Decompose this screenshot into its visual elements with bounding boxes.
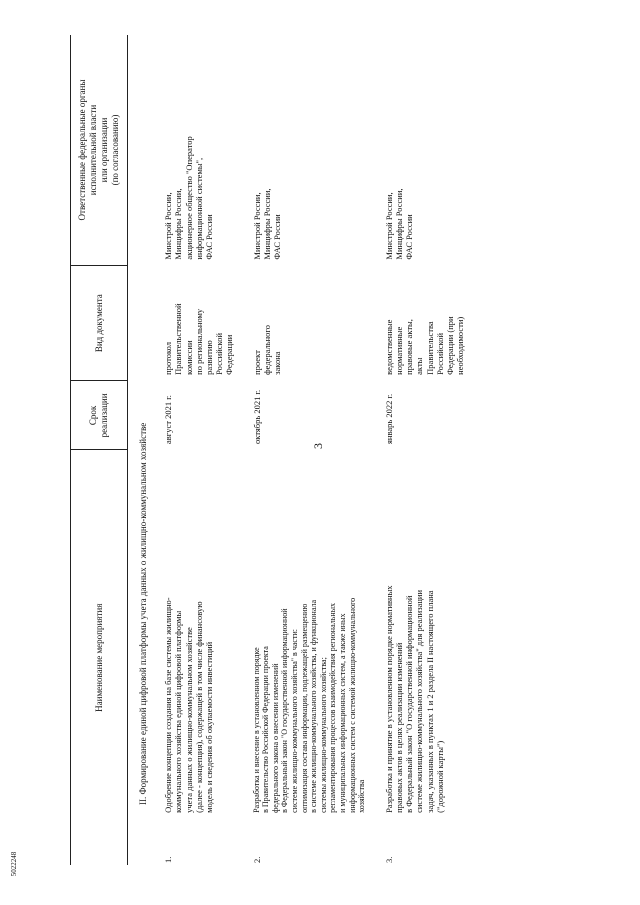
section-title: II. Формирование единой цифровой платформы учета данных о жилищно-коммунальном хозяйстве <box>138 422 148 805</box>
table-header-row <box>71 35 128 865</box>
row-name: Разработка и внесение в установленном порядке в Правительство Российской Федерации проекта федерального закона о внесении изменений в Федеральный закон "О государственной информационной системе жилищно-коммунального хозяйства" в части: оптимизация состава информации, подлежащей размещению в системе жилищно-коммунального хозяйства, и функционала системы жилищно-коммунального хозяйства; регламентирования процессов взаимодействия региональных и муниципальных информационных систем, а также иных информационных систем с системой жилищно-коммунального хозяйства <box>251 597 367 813</box>
table-row <box>247 35 379 865</box>
row-name: Разработка и принятие в установленном порядке нормативных правовых актов в целях реализации изменений в Федеральный закон "О государственной информационной системе жилищно-коммунального хозяйства" для реализации задач, указанных в пунктах 1 и 2 раздела II настоящего плана ("дорожной карты") <box>383 585 445 813</box>
row-term: октябрь 2021 г. <box>251 389 262 444</box>
row-number: 2. <box>251 856 262 863</box>
header-term: Срок реализации <box>71 381 128 450</box>
row-term: август 2021 г. <box>163 395 174 444</box>
row-number: 3. <box>383 856 394 863</box>
row-term: январь 2022 г. <box>383 393 394 444</box>
row-responsible: Минстрой России, Минцифры России, ФАС России <box>251 188 283 260</box>
row-name: Одобрение концепции создания на базе системы жилищно- коммунального хозяйства единой цифровой платформы учета данных о жилищно-коммунальном хозяйстве (далее - концепция), содержащей в том числе финансовую модель и сведения об окупаемости инвестиций <box>163 597 215 813</box>
table-row <box>379 35 478 865</box>
row-doc: проект федерального закона <box>251 325 283 375</box>
page-number: 3 <box>311 443 325 449</box>
document-code: 5022248 <box>10 851 18 877</box>
rotated-table-sheet <box>70 35 590 865</box>
table-row <box>158 35 246 865</box>
row-responsible: Минстрой России, Минцифры России, ФАС России <box>383 188 415 260</box>
row-doc: ведомственные нормативные правовые акты, акты Правительства Российской Федерации (при необходимости) <box>383 316 466 375</box>
plan-table <box>70 35 477 865</box>
header-name: Наименование мероприятия <box>71 450 128 865</box>
header-responsible: Ответственные федеральные органы исполнительной власти или организации (по согласованию) <box>71 35 128 266</box>
row-doc: протокол Правительственной комиссии по региональному развитию Российской Федерации <box>163 303 235 375</box>
header-doc: Вид документа <box>71 266 128 381</box>
section-row <box>128 35 159 865</box>
row-responsible: Минстрой России, Минцифры России, акционерное общество "Оператор информационной системы", ФАС России <box>163 136 215 260</box>
row-number: 1. <box>163 856 174 863</box>
